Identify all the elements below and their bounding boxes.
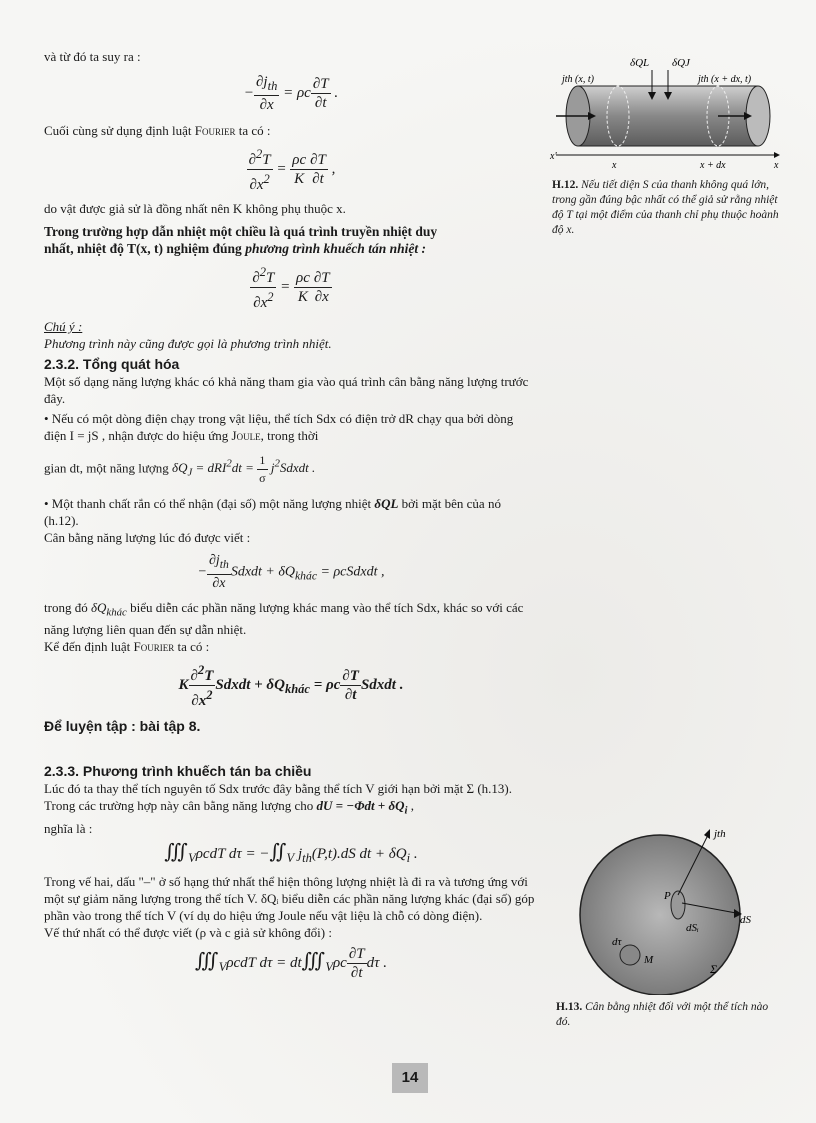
para-first-member: Vế thứ nhất có thể được viết (ρ và c giả sử không đổi) : (44, 924, 332, 940)
line-homogeneous: do vật được giả sử là đồng nhất nên K không phụ thuộc x. (44, 201, 346, 216)
para-balance: Cân bằng năng lượng lúc đó được viết : (44, 530, 251, 545)
label-dQJ: δQJ (672, 57, 690, 69)
label-P: P (664, 890, 671, 902)
text-block-top (44, 48, 538, 352)
section-2-3-2: 2.3.2. Tổng quát hóa (44, 356, 180, 372)
line-one-dim: Trong trường hợp dẫn nhiệt một chiều là quá trình truyền nhiệt duy nhất, nhiệt độ T(x, t) nghiệm đúng phương trình khuếch tán nhiệt : (44, 224, 438, 256)
note-text: Phương trình này cũng được gọi là phương trình nhiệt. (44, 336, 332, 351)
text-block-generalization (44, 356, 538, 735)
note-title: Chú ý : (44, 319, 83, 334)
label-M: M (644, 954, 654, 966)
label-jth-xdx: jth (x + dx, t) (698, 74, 752, 85)
para-lateral: • Một thanh chất rắn có thể nhận (đại số) một năng lượng nhiệt δQL bởi mặt bên của nó (h.12). (44, 496, 501, 528)
para-volume: Lúc đó ta thay thể tích nguyên tố Sdx trước đây bằng thể tích V giới hạn bởi mặt Σ (h.13). (44, 781, 512, 796)
label-xprime: x' (550, 151, 557, 162)
para-other-energy: trong đó $\delta Q_{khác}$ biểu diễn các phần năng lượng khác mang vào thể tích Sdx, khác so với các năng lượng liên quan đến sự dẫn nhiệt. (44, 599, 524, 638)
equation-9: $∭_V\rho cdT$ $d\tau = -∬_V$ $j_{th}(P,t).dS$ dt + $\delta Q_i$ . (164, 840, 418, 865)
volume-element-dtau (620, 945, 640, 965)
figure-12-rod (548, 52, 788, 172)
para-energy-balance: Trong các trường hợp này cân bằng năng lượng cho dU = $-\Phi dt + \delta Q_i$ , nghĩa là : (44, 798, 415, 836)
text-block-3d (44, 763, 538, 982)
label-x-axis: x (774, 160, 779, 171)
label-dS: dS (740, 914, 751, 926)
figure-13-volume (560, 815, 790, 995)
label-dQL: δQL (630, 57, 650, 69)
label-jth-x: jth (x, t) (562, 74, 594, 85)
equation-7: K $\frac{\partial^2T}{\partial x^2}$ Sdxdt + $\delta Q_{khác} = \rho c$ $\frac{\partial T}{\partial t}$ Sdxdt . (178, 663, 404, 710)
label-Sigma: Σ (710, 962, 718, 976)
equation-3: $\frac{\partial^2T}{\partial x^2}$ = $\frac{\rho c}{K}$ $\frac{\partial T}{\partial x}$ (252, 265, 330, 311)
para-joule-energy: gian dt, một năng lượng $\delta Q_J = dRI^2dt$ = $\frac{1}{\sigma}$ $j^2Sdxdt$ . (44, 453, 316, 485)
label-x: x (612, 160, 617, 171)
label-dSi: dSᵢ (686, 922, 699, 934)
label-jth: jth (714, 828, 726, 840)
para-second-member: Trong vế hai, dấu "–" ở số hạng thứ nhất thể hiện thông lượng nhiệt là đi ra và tương ứng với một sự giảm năng lượng trong thể tích V. δQᵢ biểu diễn các phần năng lượng khác (đại số) góp phần vào trong thể tích V (ví dụ do hiệu ứng Joule nếu vật liệu là chỗ có dòng điện). (44, 873, 535, 923)
page-number: 14 (392, 1063, 428, 1093)
figure-12-caption: H.12. Nếu tiết diện S của thanh không quá lớn, trong gần đúng bậc nhất có thể giả sử rằng nhiệt độ T tại một điểm của thanh chỉ phụ thuộc hoành độ x. (552, 179, 779, 236)
label-dtau: dτ (612, 936, 622, 948)
para-fourier-2: Kể đến định luật Fourier ta có : (44, 639, 210, 655)
line-derive: và từ đó ta suy ra : (44, 49, 141, 64)
line-fourier: Cuối cùng sử dụng định luật Fourier ta có : (44, 123, 271, 138)
para-intro: Một số dạng năng lượng khác có khả năng tham gia vào quá trình cân bằng năng lượng trước đây. (44, 374, 529, 406)
figure-13-caption: H.13. Cân bằng nhiệt đối với một thể tích nào đó. (556, 1001, 769, 1028)
para-joule: • Nếu có một dòng điện chạy trong vật liệu, thể tích Sdx có điện trở dR chạy qua bởi dòng điện I = jS , nhận được do hiệu ứng Joule, trong thời (44, 411, 514, 443)
equation-1: − $\frac{\partial j_{th}}{\partial x}$ = ρc $\frac{\partial T}{\partial t}$ . (243, 74, 339, 113)
surface-element-dSi (671, 891, 685, 919)
practice-note: Để luyện tập : bài tập 8. (44, 718, 201, 735)
section-2-3-3: 2.3.3. Phương trình khuếch tán ba chiều (44, 763, 312, 779)
equation-2: $\frac{\partial^2T}{\partial x^2}$ = $\frac{\rho c}{K}$ $\frac{\partial T}{\partial t}$ , (248, 147, 336, 193)
label-xdx: x + dx (700, 160, 726, 171)
equation-10: $∭_V\rho cdT$ $d\tau = dt∭_V\rho c$ $\frac{\partial T}{\partial t}$ dτ . (195, 945, 387, 981)
equation-5: − $\frac{\partial j_{th}}{\partial x}$ Sdxdt + $\delta Q_{khác}$ = ρcSdxdt , (197, 553, 385, 591)
